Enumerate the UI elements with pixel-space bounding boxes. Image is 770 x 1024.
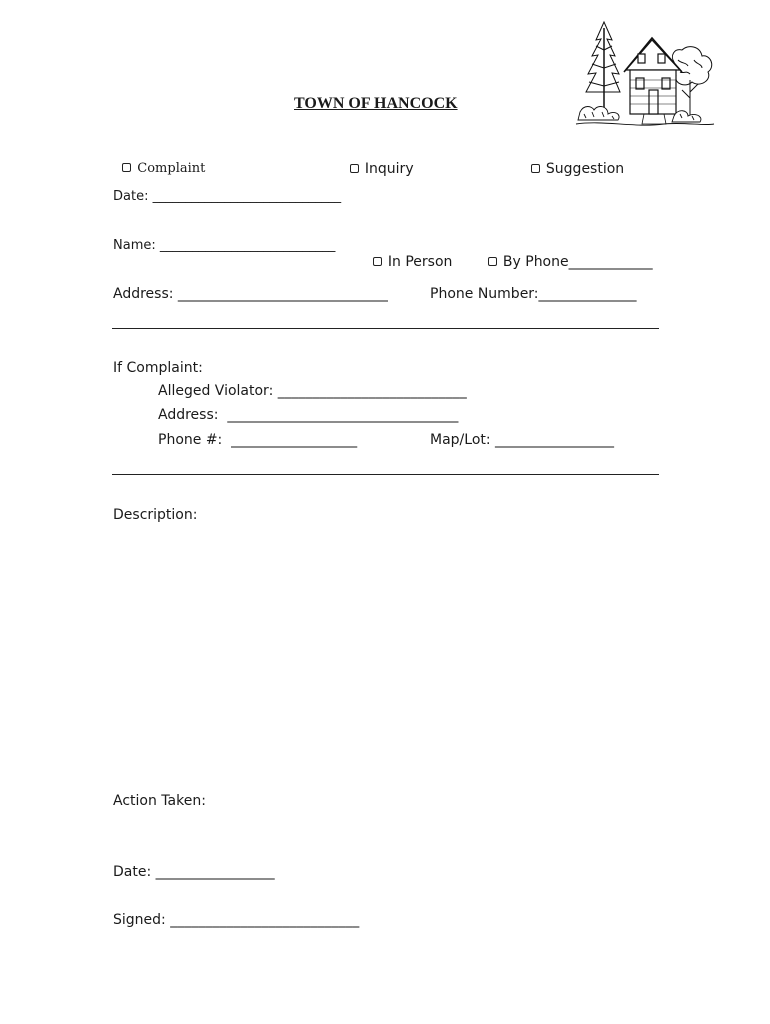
date-field[interactable]: Date: _____________________________ [113, 189, 342, 204]
signed-field[interactable]: Signed: ___________________________ [113, 912, 360, 928]
name-field[interactable]: Name: ___________________________ [113, 238, 336, 253]
inquiry-option[interactable] [341, 145, 414, 177]
action-date-field[interactable]: Date: _________________ [113, 864, 275, 880]
description-label: Description: [113, 507, 198, 523]
inquiry-label: Inquiry [364, 161, 414, 177]
alleged-violator-field[interactable]: Alleged Violator: ___________________________ [158, 383, 467, 399]
suggestion-option[interactable] [522, 145, 624, 177]
in-person-label: In Person [387, 254, 453, 270]
map-lot-field[interactable]: Map/Lot: _________________ [430, 432, 615, 448]
by-phone-label: By Phone____________ [502, 254, 653, 270]
suggestion-label: Suggestion [545, 161, 625, 177]
complaint-label: Complaint [137, 161, 206, 176]
by-phone-checkbox[interactable] [488, 257, 497, 266]
by-phone-option[interactable] [479, 238, 653, 270]
suggestion-checkbox[interactable] [531, 164, 540, 173]
divider-top [112, 328, 659, 329]
violator-address-field[interactable]: Address: _________________________________ [158, 407, 459, 423]
page-title: TOWN OF HANCOCK [294, 95, 458, 112]
house-in-trees-logo [574, 20, 716, 130]
address-field[interactable]: Address: ______________________________ [113, 286, 388, 302]
complaint-option[interactable] [114, 146, 205, 176]
inquiry-checkbox[interactable] [350, 164, 359, 173]
in-person-checkbox[interactable] [373, 257, 382, 266]
if-complaint-heading: If Complaint: [113, 360, 203, 376]
violator-phone-field[interactable]: Phone #: __________________ [158, 432, 358, 448]
complaint-checkbox[interactable] [122, 163, 131, 172]
divider-bottom [112, 474, 659, 475]
in-person-option[interactable] [364, 238, 452, 270]
action-taken-label: Action Taken: [113, 793, 206, 809]
phone-number-field[interactable]: Phone Number:______________ [430, 286, 637, 302]
